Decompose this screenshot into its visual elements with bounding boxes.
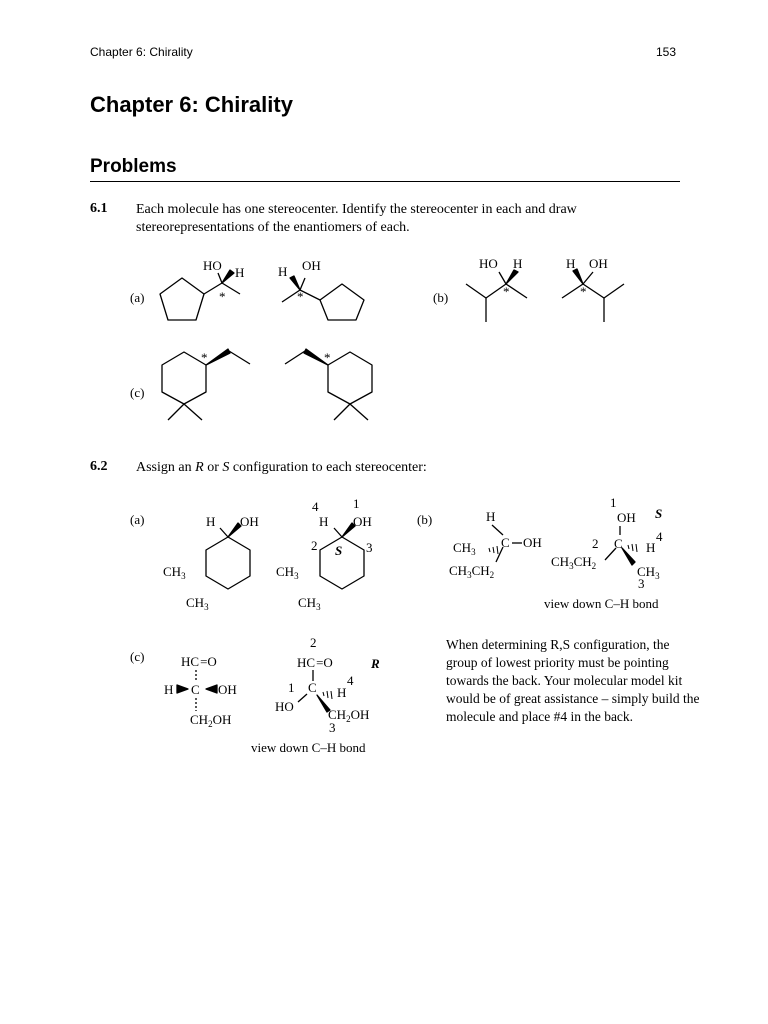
atom-H: H bbox=[513, 256, 523, 271]
chapter-title: Chapter 6: Chirality bbox=[90, 92, 293, 117]
caption-view-down-b: view down C–H bond bbox=[544, 596, 659, 611]
atom-C: C bbox=[614, 536, 623, 551]
atom-HO: HO bbox=[203, 258, 222, 273]
label-6-1-a: (a) bbox=[130, 290, 145, 305]
priority-1: 1 bbox=[353, 496, 360, 511]
atom-OH: OH bbox=[523, 535, 542, 550]
molecule-6-1-b-left bbox=[466, 270, 527, 322]
priority-4: 4 bbox=[312, 499, 319, 514]
section-heading: Problems bbox=[90, 156, 177, 177]
page-number: 153 bbox=[656, 45, 677, 59]
atom-OH: OH bbox=[302, 258, 321, 273]
atom-H: H bbox=[319, 514, 329, 529]
group-CH3CH2: $CH_3CH_2$ bbox=[449, 563, 495, 580]
stereocenter-mark: * bbox=[297, 289, 304, 304]
letter-S: S bbox=[222, 460, 230, 475]
atom-OH: OH bbox=[218, 682, 237, 697]
group-CH2OH: $CH_2OH$ bbox=[328, 707, 370, 724]
running-header: Chapter 6: Chirality bbox=[90, 45, 193, 59]
letter-R: R bbox=[195, 460, 204, 475]
label-6-2-a: (a) bbox=[130, 512, 145, 527]
stereocenter-mark: * bbox=[580, 284, 587, 299]
group-CH3: $CH_3$ bbox=[637, 564, 660, 581]
priority-2: 2 bbox=[311, 538, 318, 553]
priority-4: 4 bbox=[347, 673, 354, 688]
assignment-S: S bbox=[655, 506, 663, 521]
atom-OH: OH bbox=[589, 256, 608, 271]
assignment-S: S bbox=[335, 543, 343, 558]
atom-C: C bbox=[308, 680, 317, 695]
group-aldehyde: HC=O bbox=[181, 654, 217, 669]
priority-2: 2 bbox=[310, 635, 317, 650]
priority-3: 3 bbox=[366, 540, 373, 555]
stereocenter-mark: * bbox=[503, 284, 510, 299]
atom-H: H bbox=[337, 685, 347, 700]
group-CH3CH2: $CH_3CH_2$ bbox=[551, 554, 597, 571]
group-CH2OH: $CH_2OH$ bbox=[190, 712, 232, 729]
label-6-2-c: (c) bbox=[130, 649, 145, 664]
atom-H: H bbox=[235, 265, 245, 280]
molecule-6-1-a-left bbox=[160, 270, 240, 320]
atom-H: H bbox=[566, 256, 576, 271]
molecule-6-1-b-right bbox=[562, 269, 624, 322]
molecule-6-2-a-left bbox=[206, 523, 250, 589]
atom-H: H bbox=[206, 514, 216, 529]
priority-2: 2 bbox=[592, 536, 599, 551]
atom-HO: HO bbox=[275, 699, 294, 714]
caption-view-down-c: view down C–H bond bbox=[251, 740, 366, 755]
priority-3: 3 bbox=[329, 720, 336, 735]
atom-OH: OH bbox=[617, 510, 636, 525]
stereocenter-mark: * bbox=[219, 289, 226, 304]
group-aldehyde: HC=O bbox=[297, 655, 333, 670]
priority-4: 4 bbox=[656, 529, 663, 544]
group-CH3: $CH_3$ bbox=[163, 564, 186, 581]
atom-H: H bbox=[646, 540, 656, 555]
assignment-R: R bbox=[371, 656, 380, 671]
molecule-6-1-a-right bbox=[282, 276, 364, 320]
priority-3: 3 bbox=[638, 576, 645, 591]
group-CH3: $CH_3$ bbox=[186, 595, 209, 612]
atom-H: H bbox=[486, 509, 496, 524]
group-CH3: $CH_3$ bbox=[298, 595, 321, 612]
problem-6-1-line2: stereorepresentations of the enantiomers of each. bbox=[136, 220, 410, 235]
atom-C: C bbox=[191, 682, 200, 697]
priority-1: 1 bbox=[288, 680, 295, 695]
atom-C: C bbox=[501, 535, 510, 550]
group-CH3: $CH_3$ bbox=[276, 564, 299, 581]
atom-HO: HO bbox=[479, 256, 498, 271]
atom-OH: OH bbox=[353, 514, 372, 529]
stereocenter-mark: * bbox=[324, 350, 331, 365]
problem-6-2-text-mid: or bbox=[203, 460, 223, 475]
label-6-2-b: (b) bbox=[417, 512, 433, 527]
problem-6-1-line1: Each molecule has one stereocenter. Identify the stereocenter in each and draw bbox=[136, 202, 577, 217]
atom-H: H bbox=[164, 682, 174, 697]
atom-OH: OH bbox=[240, 514, 259, 529]
label-6-1-b: (b) bbox=[433, 290, 449, 305]
priority-1: 1 bbox=[610, 495, 617, 510]
stereocenter-mark: * bbox=[201, 350, 208, 365]
problem-6-2-text-after: configuration to each stereocenter: bbox=[229, 460, 427, 475]
group-CH3: $CH_3$ bbox=[453, 540, 476, 557]
configuration-note: When determining R,S configuration, the group of lowest priority must be pointing towards the back. Your molecular model kit would be of great assistance – simply build the molecule and place #4 in the back. bbox=[446, 637, 700, 724]
atom-H: H bbox=[278, 264, 288, 279]
problem-number-6-1: 6.1 bbox=[90, 201, 108, 216]
problem-number-6-2: 6.2 bbox=[90, 459, 108, 474]
label-6-1-c: (c) bbox=[130, 385, 145, 400]
problem-6-2-text-before: Assign an bbox=[136, 460, 196, 475]
